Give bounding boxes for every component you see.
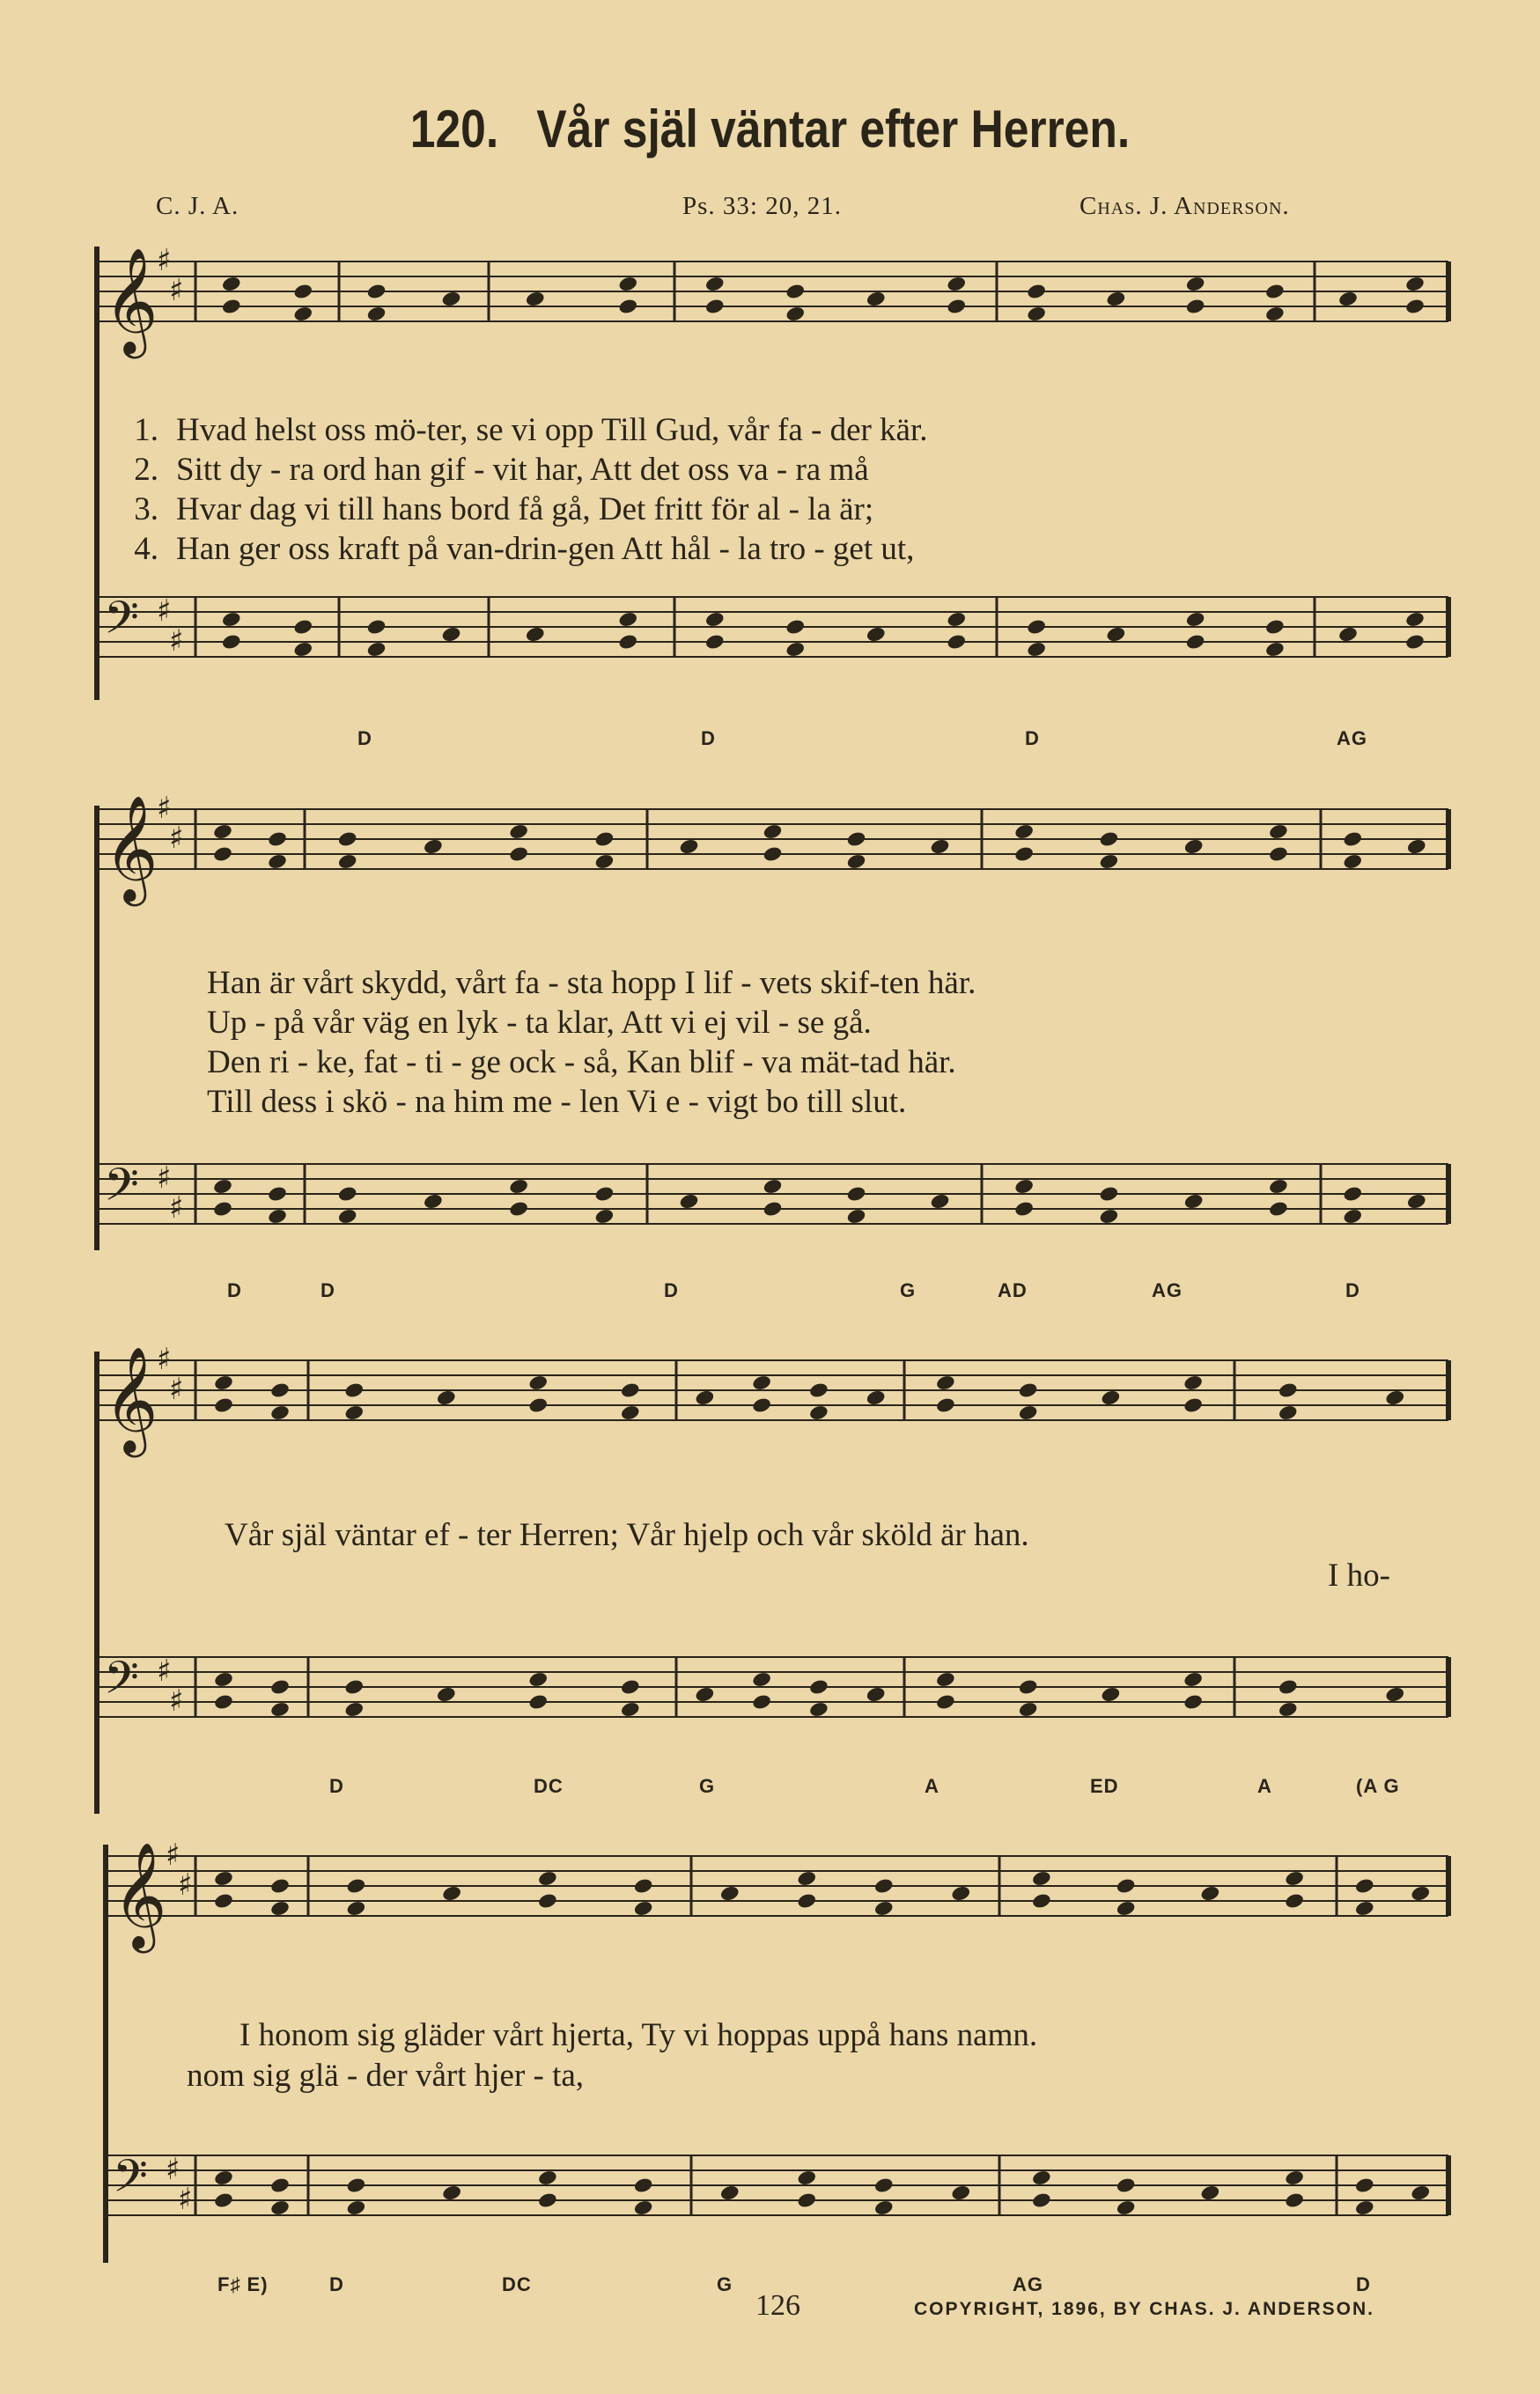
chord-label: AG <box>1152 1279 1183 1301</box>
chord-label: D <box>1345 1279 1360 1301</box>
svg-text:𝄢: 𝄢 <box>104 1158 139 1222</box>
scripture-reference: Ps. 33: 20, 21. <box>682 192 842 220</box>
lyricist-credit: C. J. A. <box>156 192 239 220</box>
chord-label: AD <box>998 1279 1028 1301</box>
svg-text:♯: ♯ <box>157 1160 172 1196</box>
page-number: 126 <box>755 2289 800 2322</box>
svg-text:♯: ♯ <box>178 1867 193 1903</box>
chord-label: D <box>321 1279 335 1301</box>
verse-3-line-1: 3. Hvar dag vi till hans bord få gå, Det fritt för al - la är; <box>134 491 874 527</box>
chord-label: G <box>900 1279 917 1301</box>
svg-text:♯: ♯ <box>166 1838 181 1873</box>
chord-label: DC <box>502 2273 532 2295</box>
refrain-line-1-continuation: I ho- <box>1328 1558 1390 1594</box>
chord-label: D <box>1025 727 1040 749</box>
svg-text:♯: ♯ <box>169 1372 184 1407</box>
refrain-line-2: I honom sig gläder vårt hjerta, Ty vi hoppas uppå hans namn. <box>239 2017 1038 2053</box>
chord-label: D <box>664 1279 679 1301</box>
svg-text:♯: ♯ <box>169 1190 184 1226</box>
chord-label: F♯ E) <box>217 2273 269 2295</box>
chord-label: D <box>329 2273 344 2295</box>
verse-2-line-2: Up - på vår väg en lyk - ta klar, Att vi ej vil - se gå. <box>207 1005 872 1041</box>
chord-label: D <box>227 1279 242 1301</box>
chord-label: D <box>701 727 716 749</box>
chord-label: (A G <box>1356 1775 1400 1797</box>
verse-1-line-2: Han är vårt skydd, vårt fa - sta hopp I lif - vets skif-ten här. <box>207 965 976 1001</box>
svg-text:♯: ♯ <box>157 243 172 278</box>
hymn-title-text: Vår själ väntar efter Herren. <box>536 99 1131 158</box>
svg-text:𝄞: 𝄞 <box>104 794 158 902</box>
svg-text:𝄞: 𝄞 <box>113 1841 167 1948</box>
verse-4-line-2: Till dess i skö - na him me - len Vi e - vigt bo till slut. <box>207 1084 907 1120</box>
svg-text:𝄢: 𝄢 <box>104 1651 139 1715</box>
chord-label: A <box>925 1775 939 1797</box>
chord-label: D <box>357 727 372 749</box>
verse-3-line-2: Den ri - ke, fat - ti - ge ock - så, Kan blif - va mät-tad här. <box>207 1044 956 1080</box>
svg-text:♯: ♯ <box>157 593 172 629</box>
refrain-line-2-alt: nom sig glä - der vårt hjer - ta, <box>187 2058 585 2094</box>
svg-text:♯: ♯ <box>157 791 172 826</box>
chord-label: G <box>717 2273 733 2295</box>
svg-text:♯: ♯ <box>166 2152 181 2187</box>
refrain-line-1: Vår själ väntar ef - ter Herren; Vår hjelp och vår sköld är han. <box>225 1517 1029 1553</box>
svg-text:♯: ♯ <box>169 821 184 856</box>
verse-4-line-1: 4. Han ger oss kraft på van-drin-gen Att hål - la tro - get ut, <box>134 531 915 567</box>
chord-label: AG <box>1337 727 1367 749</box>
chord-label: A <box>1257 1775 1272 1797</box>
hymn-number: 120. <box>409 99 499 158</box>
svg-text:𝄢: 𝄢 <box>104 591 139 655</box>
svg-text:♯: ♯ <box>169 273 184 308</box>
svg-text:𝄢: 𝄢 <box>113 2149 148 2214</box>
chord-label: D <box>1356 2273 1371 2295</box>
composer-credit: Chas. J. Anderson. <box>1079 192 1290 220</box>
svg-text:♯: ♯ <box>169 623 184 659</box>
svg-text:♯: ♯ <box>157 1654 172 1689</box>
copyright-notice: COPYRIGHT, 1896, BY CHAS. J. ANDERSON. <box>914 2299 1374 2319</box>
svg-text:𝄞: 𝄞 <box>104 247 158 354</box>
chord-label: DC <box>534 1775 564 1797</box>
verse-2-line-1: 2. Sitt dy - ra ord han gif - vit har, Att det oss va - ra må <box>134 452 869 488</box>
verse-1-line-1: 1. Hvad helst oss mö-ter, se vi opp Till Gud, vår fa - der kär. <box>134 412 928 448</box>
svg-text:𝄞: 𝄞 <box>104 1345 158 1453</box>
svg-text:♯: ♯ <box>157 1342 172 1377</box>
chord-label: ED <box>1090 1775 1119 1797</box>
chord-label: AG <box>1013 2273 1043 2295</box>
chord-label: D <box>329 1775 344 1797</box>
chord-label: G <box>699 1775 716 1797</box>
svg-text:♯: ♯ <box>169 1683 184 1719</box>
svg-text:♯: ♯ <box>178 2182 193 2217</box>
